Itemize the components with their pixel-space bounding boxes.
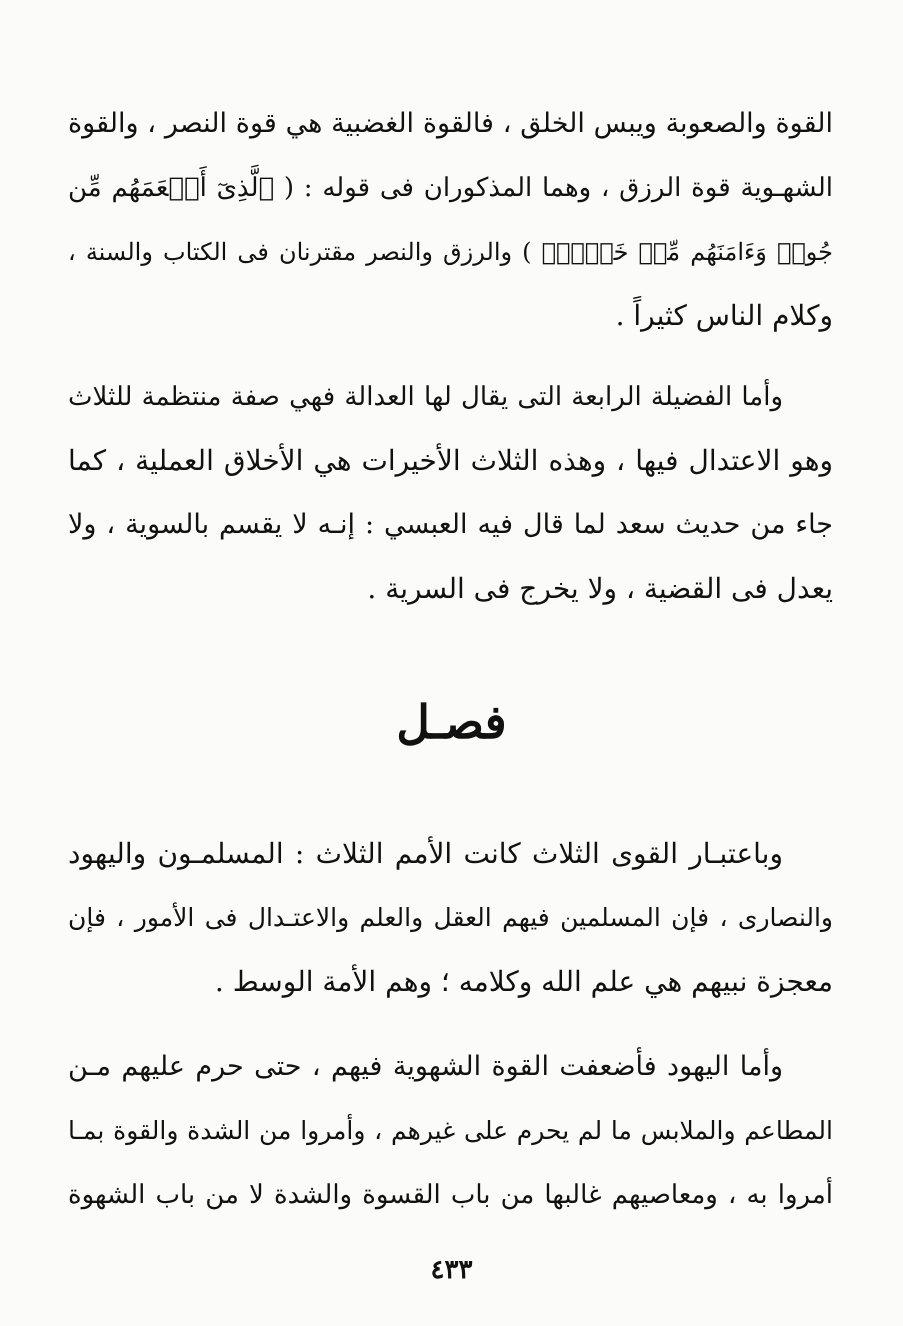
text-line: وباعتبـار القوى الثلاث كانت الأمم الثلاث : المسلمـون واليهود bbox=[68, 837, 783, 870]
paragraph-1 bbox=[68, 92, 833, 348]
text-line: معجزة نبيهم هي علم الله وكلامه ؛ وهم الأمة الوسط . bbox=[214, 965, 833, 998]
text-line: وأما الفضيلة الرابعة التى يقال لها العدالة فهي صفة منتظمة للثلاث bbox=[68, 382, 783, 412]
section-heading bbox=[0, 695, 903, 749]
paragraph-3 bbox=[68, 822, 833, 1014]
paragraph-2 bbox=[68, 365, 833, 621]
section-heading-text: فصـل bbox=[396, 695, 507, 749]
text-line: يعدل فى القضية ، ولا يخرج فى السرية . bbox=[367, 572, 833, 605]
text-line: وكلام الناس كثيراً . bbox=[615, 299, 833, 332]
text-line: أمروا به ، ومعاصيهم غالبها من باب القسوة والشدة لا من باب الشهوة bbox=[68, 1180, 833, 1210]
text-line: الشهـوية قوة الرزق ، وهما المذكوران فى قوله : ( ٱلَّذِىٓ أَطۡعَمَهُم مِّن bbox=[68, 173, 833, 203]
text-line: جُوعٖ وَءَامَنَهُم مِّنۡ خَوۡفِۭ ) والرزق والنصر مقترنان فى الكتاب والسنة ، bbox=[68, 238, 833, 266]
text-line: والنصارى ، فإن المسلمين فيهم العقل والعلم والاعتـدال فى الأمور ، فإن bbox=[68, 903, 833, 932]
text-line: وأما اليهود فأضعفت القوة الشهوية فيهم ، حتى حرم عليهم مـن bbox=[68, 1051, 783, 1082]
text-line: وهو الاعتدال فيها ، وهذه الثلاث الأخيرات هي الأخلاق العملية ، كما bbox=[68, 444, 833, 477]
page-number: ٤٣٣ bbox=[430, 1255, 473, 1285]
text-line: المطاعم والملابس ما لم يحرم على غيرهم ، وأمروا من الشدة والقوة بمـا bbox=[68, 1116, 833, 1145]
text-line: القوة والصعوبة ويبس الخلق ، فالقوة الغضبية هي قوة النصر ، والقوة bbox=[68, 108, 833, 139]
paragraph-4 bbox=[68, 1035, 833, 1227]
text-line: جاء من حديث سعد لما قال فيه العبسي : إنـه لا يقسم بالسوية ، ولا bbox=[68, 509, 833, 540]
